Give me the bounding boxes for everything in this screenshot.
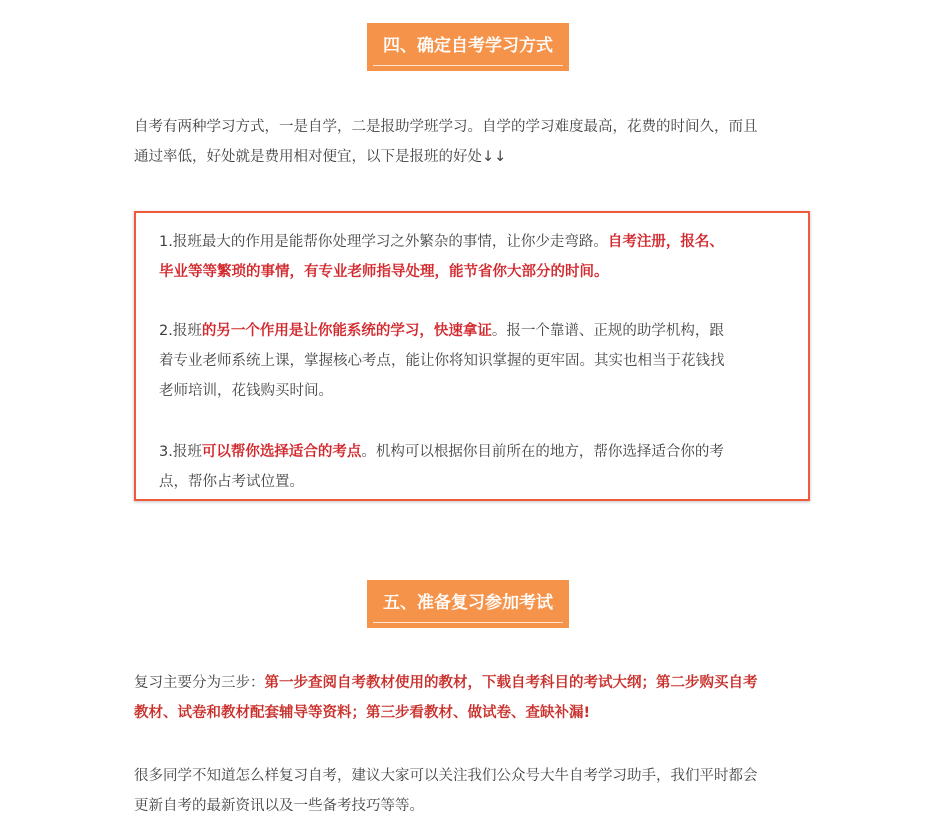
steps-red-line1: 第一步查阅自考教材使用的教材，下载自考科目的考试大纲；第二步购买自考 <box>264 675 758 691</box>
note-line2: 更新自考的最新资讯以及一些备考技巧等等。 <box>134 798 424 814</box>
benefit-item-2 <box>159 316 789 406</box>
benefit1-line2-red: 毕业等等繁琐的事情，有专业老师指导处理，能节省你大部分的时间。 <box>159 264 609 280</box>
benefit2-line1-plain: 2.报班 <box>159 323 202 339</box>
section5-heading <box>367 580 569 628</box>
steps-prefix: 复习主要分为三步： <box>134 675 265 691</box>
benefit1-line1-plain: 1.报班最大的作用是能帮你处理学习之外繁杂的事情，让你少走弯路。 <box>159 234 608 250</box>
benefit1-line1-red: 自考注册，报名、 <box>607 234 724 250</box>
section5-heading-text: 五、准备复习参加考试 <box>383 593 553 613</box>
section4-heading-text: 四、确定自考学习方式 <box>383 36 553 56</box>
benefit3-line1-rest: 。机构可以根据你目前所在的地方，帮你选择适合你的考 <box>361 444 724 460</box>
heading-underline <box>373 65 563 66</box>
benefit3-line1-red: 可以帮你选择适合的考点 <box>201 444 362 460</box>
note-line1: 很多同学不知道怎么样复习自考，建议大家可以关注我们公众号大牛自考学习助手，我们平时都会 <box>134 768 758 784</box>
section5-note <box>134 761 814 821</box>
section4-heading <box>367 23 569 71</box>
intro-line2: 通过率低，好处就是费用相对便宜，以下是报班的好处↓↓ <box>134 149 507 165</box>
benefit-item-3 <box>159 437 789 497</box>
intro-line1: 自考有两种学习方式，一是自学，二是报助学班学习。自学的学习难度最高，花费的时间久，而且 <box>134 119 758 135</box>
benefit3-line2: 点，帮你占考试位置。 <box>159 474 304 490</box>
benefits-box <box>134 211 810 501</box>
benefit2-line3: 老师培训，花钱购买时间。 <box>159 383 333 399</box>
heading-underline <box>373 622 563 623</box>
benefit-item-1 <box>159 227 789 287</box>
benefit3-line1-plain: 3.报班 <box>159 444 202 460</box>
section4-intro <box>134 112 814 172</box>
benefit2-line2: 着专业老师系统上课，掌握核心考点，能让你将知识掌握的更牢固。其实也相当于花钱找 <box>159 353 725 369</box>
benefit2-line1-rest: 。报一个靠谱、正规的助学机构，跟 <box>491 323 724 339</box>
section5-steps <box>134 668 814 728</box>
steps-red-line2: 教材、试卷和教材配套辅导等资料；第三步看教材、做试卷、查缺补漏! <box>134 705 591 721</box>
benefit2-line1-red: 的另一个作用是让你能系统的学习，快速拿证 <box>201 323 492 339</box>
